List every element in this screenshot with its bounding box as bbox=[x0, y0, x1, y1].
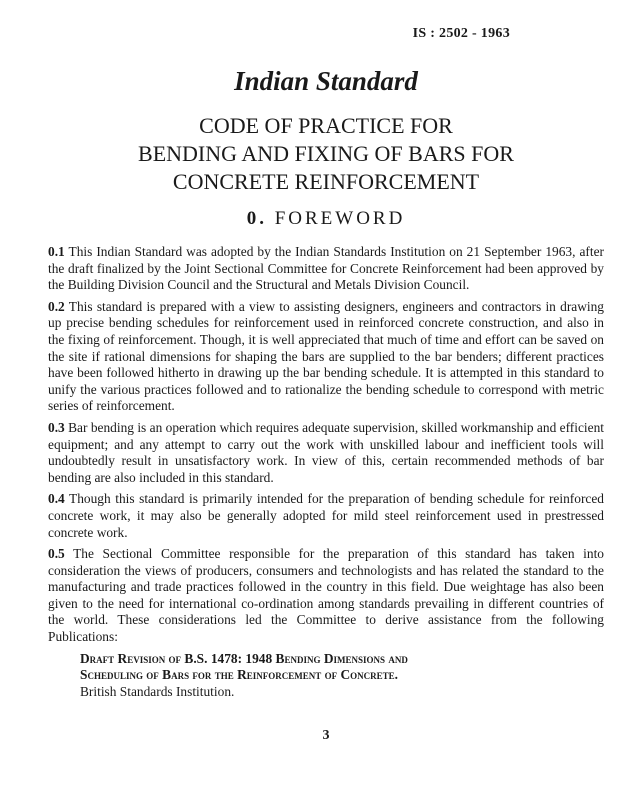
indian-standard-label: Indian Standard bbox=[234, 66, 418, 96]
title-line-2: BENDING AND FIXING OF BARS FOR bbox=[138, 141, 514, 166]
publication-title-line-2: Scheduling of Bars for the Reinforcement of Concrete. bbox=[80, 667, 399, 683]
title-line-3: CONCRETE REINFORCEMENT bbox=[172, 169, 480, 194]
paragraph-0-2 bbox=[48, 299, 604, 415]
paragraph-number: 0.2 bbox=[48, 298, 65, 314]
page-number: 3 bbox=[322, 728, 330, 743]
paragraph-text: Though this standard is primarily intended for the preparation of bending schedule for reinforced concrete work, it may also be generally adopted for mild steel reinforcement used in prestressed concrete work. bbox=[48, 491, 604, 540]
paragraph-0-5 bbox=[48, 546, 604, 646]
paragraph-number: 0.4 bbox=[48, 491, 65, 507]
paragraph-number: 0.1 bbox=[48, 244, 65, 259]
standard-number: IS : 2502 - 1963 bbox=[412, 26, 510, 41]
publication-title-line-1: Draft Revision of B.S. 1478: 1948 Bending Dimensions and bbox=[80, 650, 408, 666]
paragraph-text: Bar bending is an operation which requires adequate supervision, skilled workmanship and efficient equipment; and any attempt to carry out the work with unskilled labour and inefficient tools will undoubtedly result in unsatisfactory work. In view of this, certain recommended methods of bar bending are also included in this standard. bbox=[48, 419, 604, 485]
paragraph-text: The Sectional Committee responsible for the preparation of this standard has taken into consideration the views of producers, consumers and technologists and has related the standard to the manufacturing and trade practices followed in the country in this field. Due weightage has also been given to the need for international co-ordination among standards prevailing in different countries of the world. These considerations led the Committee to derive assistance from the following Publications: bbox=[48, 546, 604, 645]
paragraph-0-1 bbox=[48, 244, 604, 294]
paragraph-number: 0.3 bbox=[48, 419, 65, 435]
publication-publisher: British Standards Institution. bbox=[80, 683, 235, 699]
section-title: FOREWORD bbox=[274, 208, 406, 229]
foreword-body bbox=[48, 244, 604, 700]
paragraph-0-4 bbox=[48, 491, 604, 541]
section-number: 0. bbox=[246, 208, 267, 229]
paragraph-text: This standard is prepared with a view to assisting designers, engineers and contractors in drawing up precise bending schedules for reinforcement used in reinforced concrete construction, and also in the fixing of reinforcement. Though, it is well appreciated that much of time and effort can be saved on the site if rational dimensions for shaping the bars are supplied to the bar benders; different practices have been followed hitherto in drawing up the bar bending schedule. It is attempted in this standard to unify the various practices followed and to rationalize the bending schedule to correspond with metric series of reinforcement. bbox=[48, 298, 604, 414]
document-title bbox=[0, 112, 638, 196]
paragraph-number: 0.5 bbox=[48, 546, 65, 562]
paragraph-text: This Indian Standard was adopted by the Indian Standards Institution on 21 September 1963, after the draft finalized by the Joint Sectional Committee for Concrete Reinforcement had been approved by the Building Division Council and the Structural and Metals Division Council. bbox=[48, 244, 605, 293]
title-line-1: CODE OF PRACTICE FOR bbox=[199, 113, 453, 138]
section-heading bbox=[0, 208, 638, 230]
publication-reference bbox=[80, 651, 604, 701]
paragraph-0-3 bbox=[48, 420, 604, 486]
